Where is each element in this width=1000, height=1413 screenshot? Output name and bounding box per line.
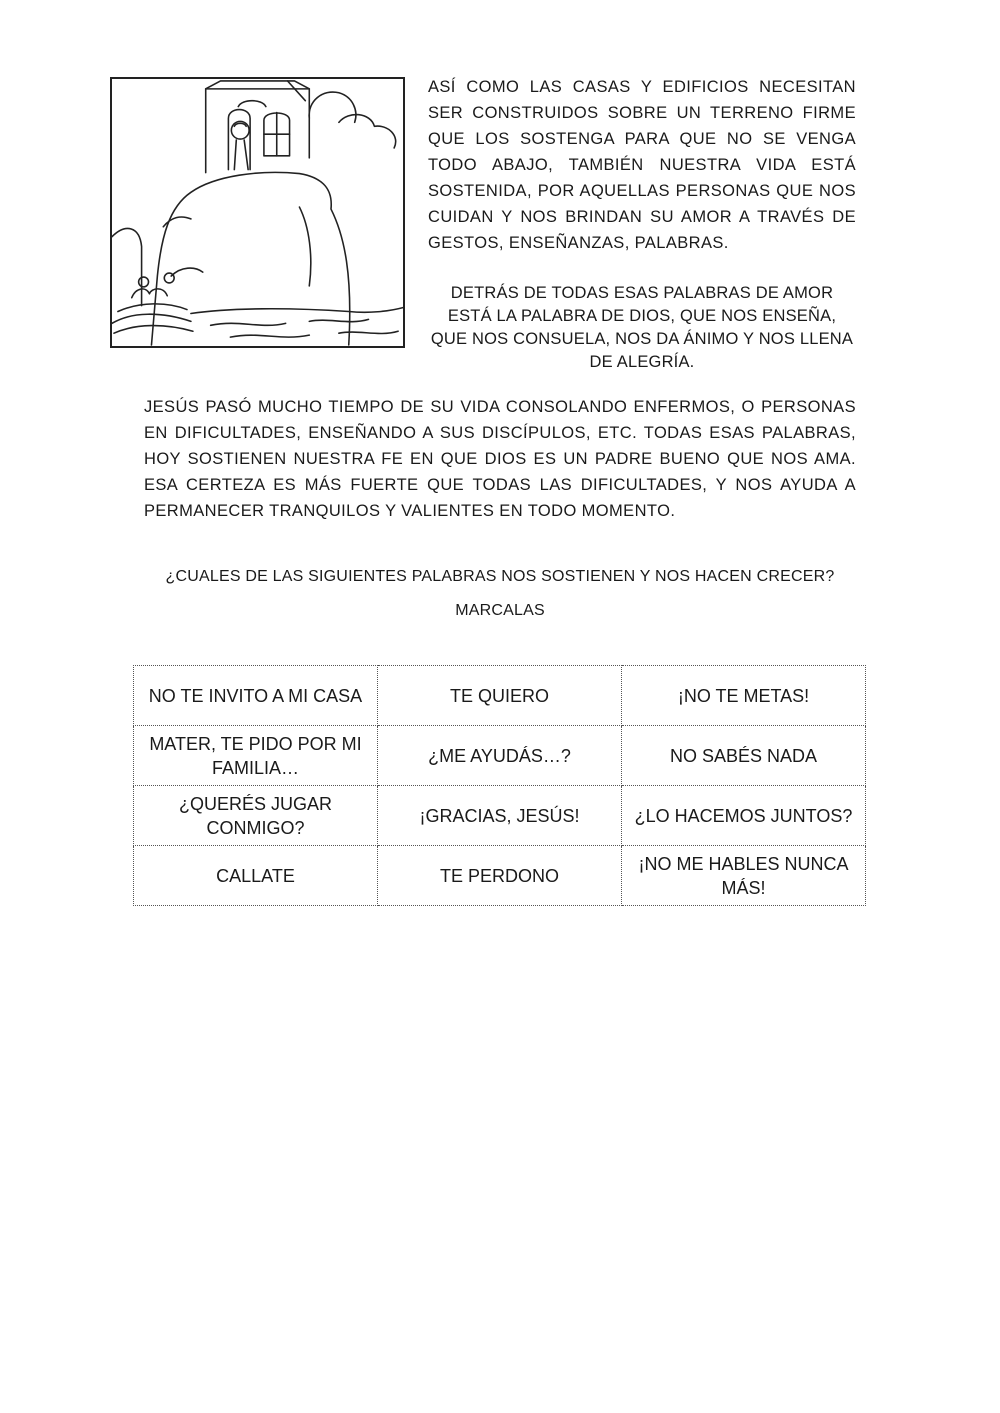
phrase-cell[interactable]: ¡NO ME HABLES NUNCA MÁS!	[622, 846, 866, 906]
birds	[132, 289, 168, 298]
phrase-cell[interactable]: ¿QUERÉS JUGAR CONMIGO?	[134, 786, 378, 846]
phrase-cell[interactable]: ¿LO HACEMOS JUNTOS?	[622, 786, 866, 846]
jesus-paragraph: JESÚS PASÓ MUCHO TIEMPO DE SU VIDA CONSOLANDO ENFERMOS, O PERSONAS EN DIFICULTADES, ENSEÑANDO A SUS DISCÍPULOS, ETC. TODAS ESAS PALABRAS, HOY SOSTIENEN NUESTRA FE EN QUE DIOS ES UN PADRE BUENO QUE NOS AMA. ESA CERTEZA ES MÁS FUERTE QUE TODAS LAS DIFICULTADES, Y NOS AYUDA A PERMANECER TRANQUILOS Y VALIENTES EN TODO MOMENTO.	[144, 398, 856, 520]
phrase-cell[interactable]: TE QUIERO	[378, 666, 622, 726]
table-row	[134, 846, 866, 906]
phrase-cell[interactable]: ¡NO TE METAS!	[622, 666, 866, 726]
phrase-cell[interactable]: ¡GRACIAS, JESÚS!	[378, 786, 622, 846]
exercise-instruction: MARCALAS	[455, 602, 545, 619]
exercise-question: ¿CUALES DE LAS SIGUIENTES PALABRAS NOS SOSTIENEN Y NOS HACEN CRECER?	[165, 568, 835, 585]
phrases-table	[133, 665, 866, 906]
phrase-cell[interactable]: MATER, TE PIDO POR MI FAMILIA…	[134, 726, 378, 786]
table-row	[134, 726, 866, 786]
phrase-cell[interactable]: NO TE INVITO A MI CASA	[134, 666, 378, 726]
phrase-cell[interactable]: ¿ME AYUDÁS…?	[378, 726, 622, 786]
phrase-cell[interactable]: TE PERDONO	[378, 846, 622, 906]
house-on-rock-illustration	[110, 77, 405, 348]
phrase-cell[interactable]: NO SABÉS NADA	[622, 726, 866, 786]
table-row	[134, 666, 866, 726]
cloud-shape	[339, 115, 396, 148]
water-line	[191, 308, 403, 314]
sun-shape	[309, 92, 356, 122]
phrase-cell[interactable]: CALLATE	[134, 846, 378, 906]
intro-paragraph: ASÍ COMO LAS CASAS Y EDIFICIOS NECESITAN SER CONSTRUIDOS SOBRE UN TERRENO FIRME QUE LOS SOSTENGA PARA QUE NO SE VENGA TODO ABAJO, TAMBIÉN NUESTRA VIDA ESTÁ SOSTENIDA, POR AQUELLAS PERSONAS QUE NOS CUIDAN Y NOS BRINDAN SU AMOR A TRAVÉS DE GESTOS, ENSEÑANZAS, PALABRAS.	[428, 78, 856, 252]
coloring-drawing	[112, 79, 403, 346]
word-of-god-paragraph: DETRÁS DE TODAS ESAS PALABRAS DE AMOR ESTÁ LA PALABRA DE DIOS, QUE NOS ENSEÑA, QUE NOS CONSUELA, NOS DA ÁNIMO Y NOS LLENA DE ALEGRÍA.	[430, 284, 854, 371]
table-row	[134, 786, 866, 846]
